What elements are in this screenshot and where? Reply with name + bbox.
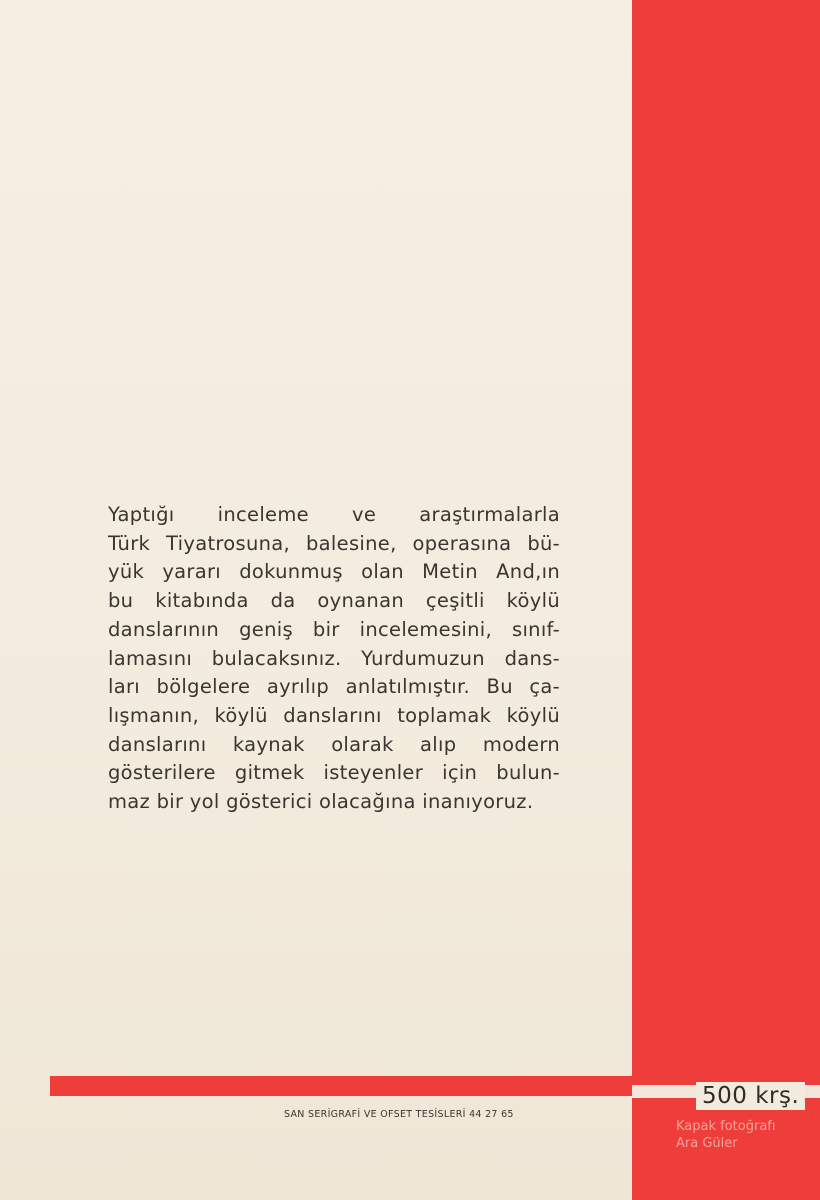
blurb-line: lışmanın, köylü danslarını toplamak köylü [108,703,560,727]
price-label: 500 krş. [696,1082,805,1110]
blurb-line: lamasını bulacaksınız. Yurdumuzun dans- [108,646,560,670]
blurb-line: yük yararı dokunmuş olan Metin And,ın [108,560,560,584]
printer-imprint: SAN SERİGRAFİ VE OFSET TESİSLERİ 44 27 65 [284,1109,514,1120]
blurb-line: Türk Tiyatrosuna, balesine, operasına bü- [108,531,560,555]
blurb-line: gösterilere gitmek isteyenler için bulun- [108,761,560,785]
blurb-line: ları bölgelere ayrılıp anlatılmıştır. Bu ça- [108,675,560,699]
blurb-line: maz bir yol gösterici olacağına inanıyoruz. [108,790,534,814]
credit-line: Kapak fotoğrafı [676,1119,776,1134]
red-horizontal-strip [50,1076,632,1096]
blurb-text [108,501,560,817]
blurb-line: bu kitabında da oynanan çeşitli köylü [108,589,560,613]
credit-photographer: Ara Güler [676,1136,738,1151]
cover-photo-credit [676,1118,816,1152]
blurb-line: Yaptığı inceleme ve araştırmalarla [108,503,560,526]
blurb-line: danslarını kaynak olarak alıp modern [108,732,560,756]
red-vertical-band [632,0,820,1085]
blurb-line: danslarının geniş bir incelemesini, sınıf- [108,617,560,641]
